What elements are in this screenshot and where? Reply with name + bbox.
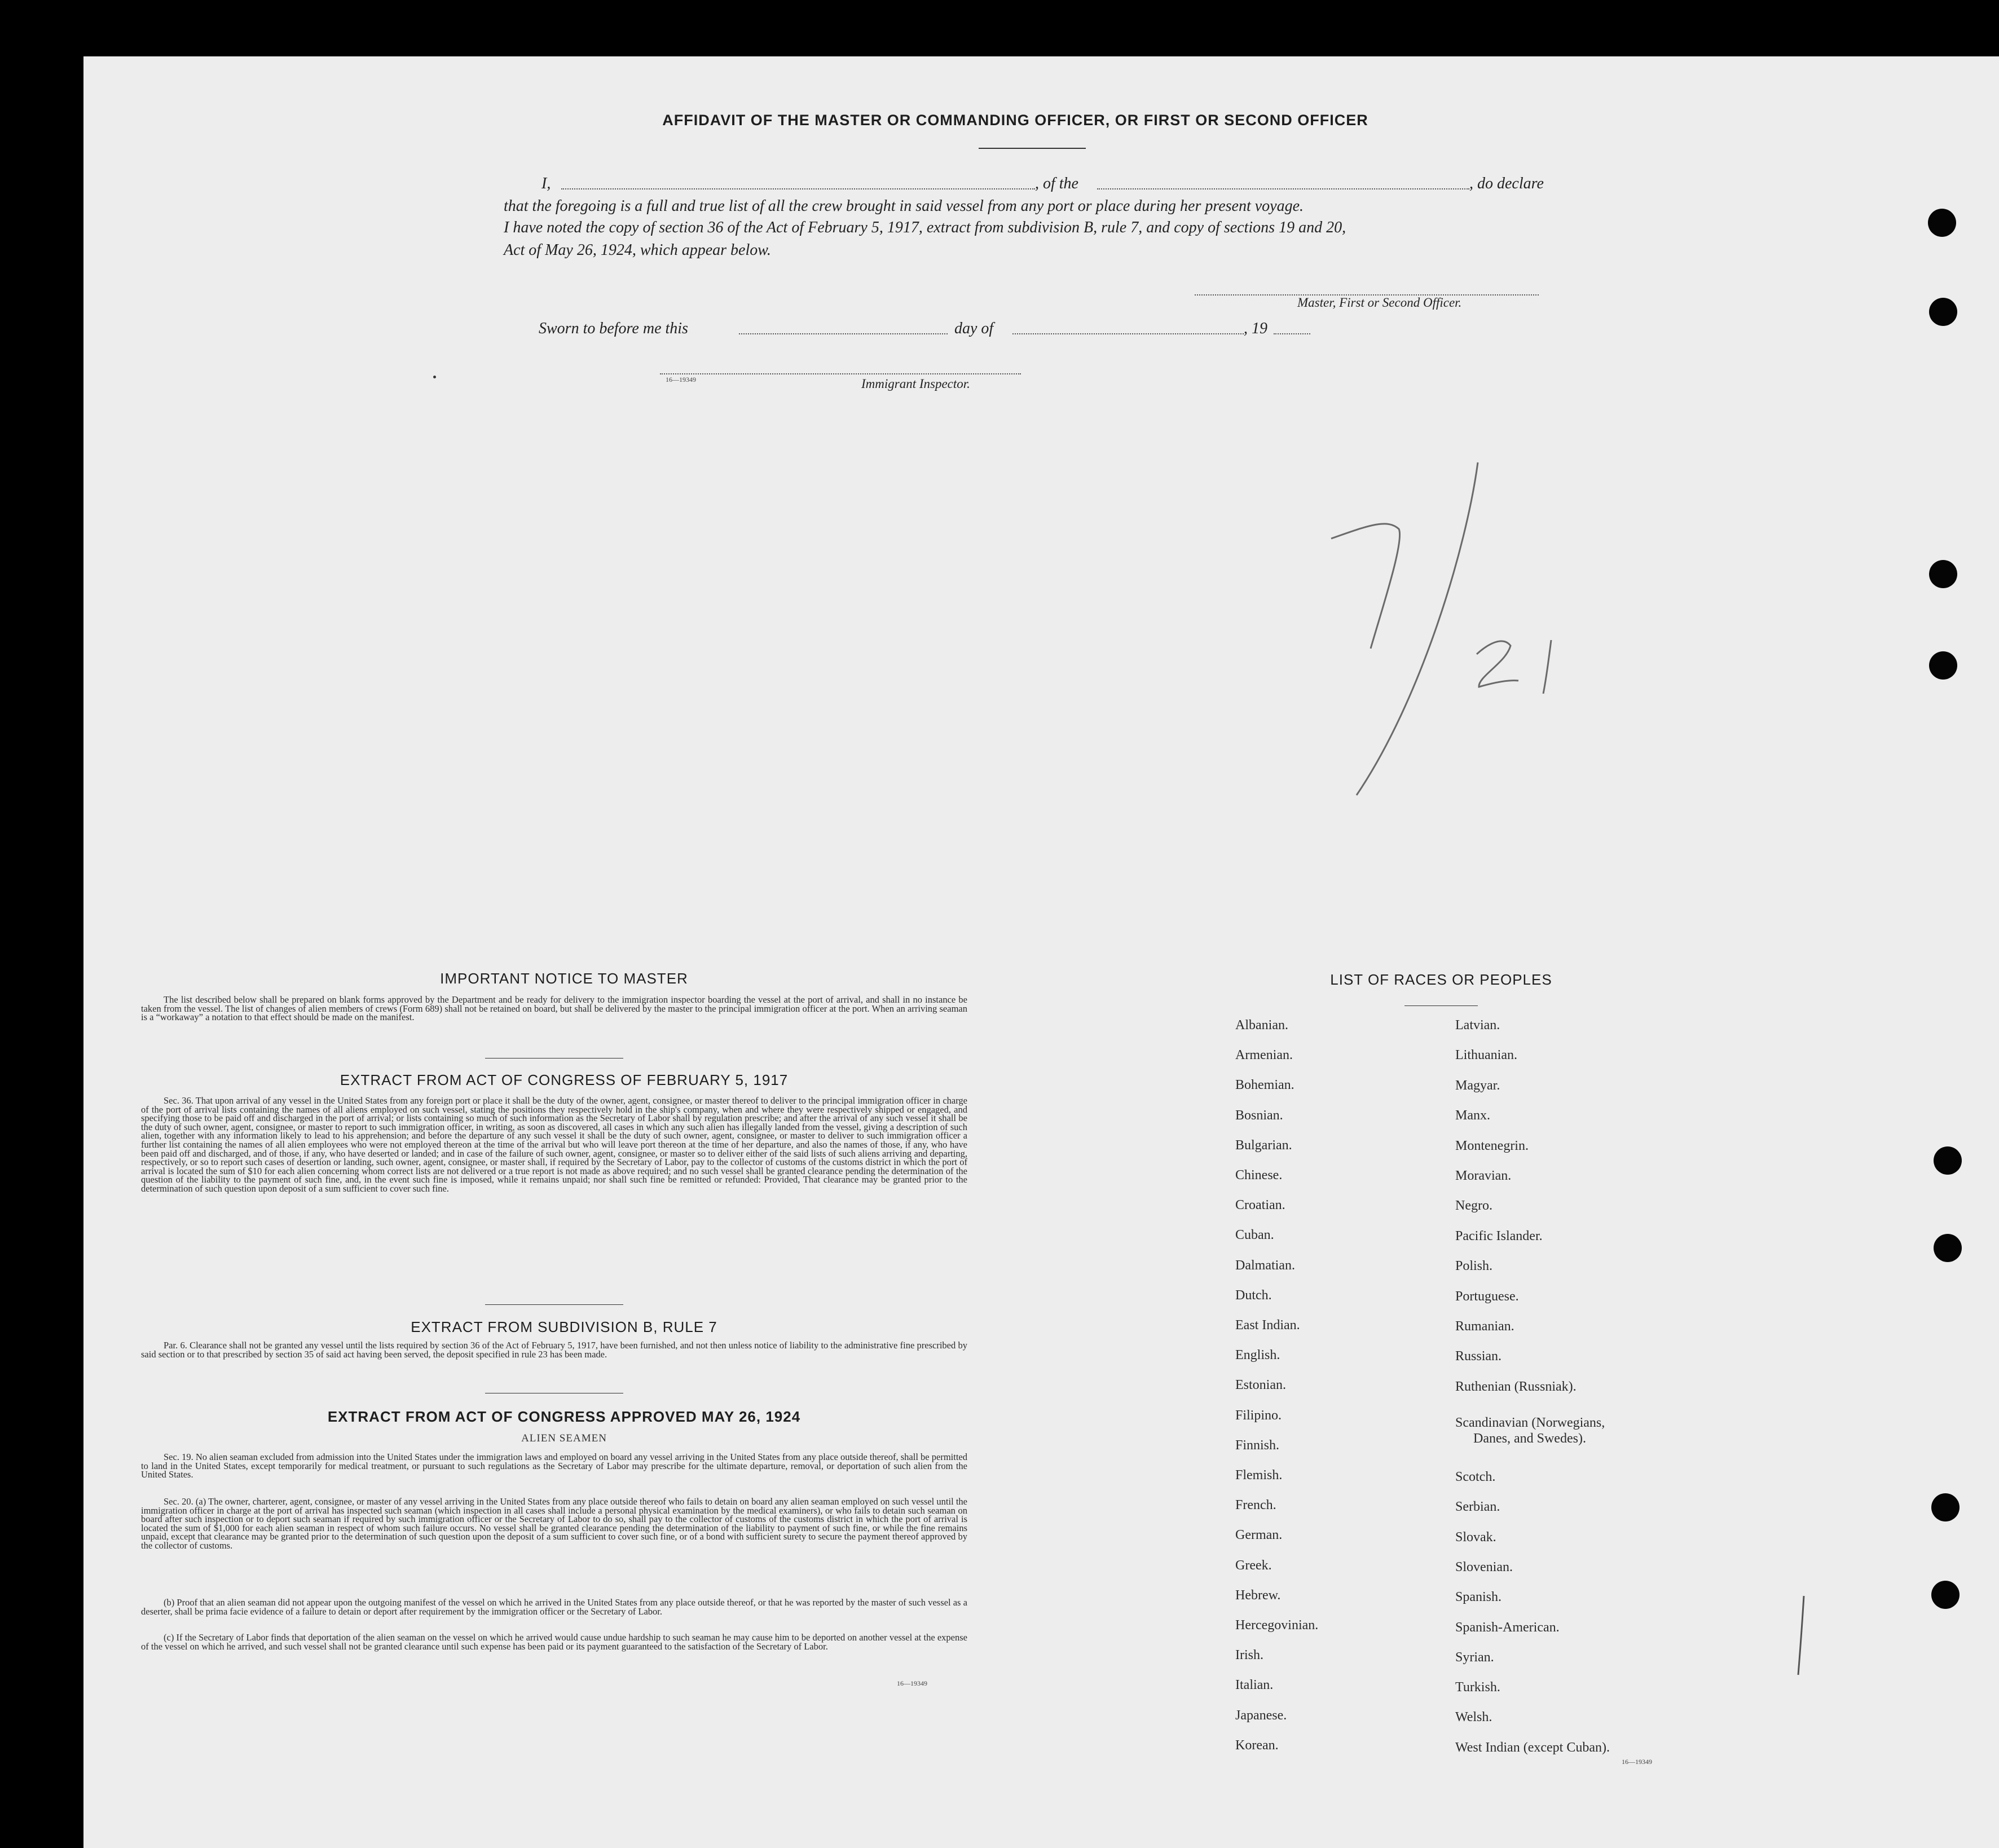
affidavit-line1-end: , do declare xyxy=(1469,175,1544,192)
race-item: Hercegovinian. xyxy=(1235,1618,1319,1633)
binder-hole xyxy=(1928,209,1956,237)
race-item: Slovak. xyxy=(1455,1529,1496,1545)
title-rule xyxy=(979,148,1086,149)
vessel-blank[interactable] xyxy=(1097,179,1469,189)
race-item: Cuban. xyxy=(1235,1228,1274,1243)
race-item: Turkish. xyxy=(1455,1680,1500,1695)
binder-hole xyxy=(1929,560,1957,588)
extract-1924-subtitle: ALIEN SEAMEN xyxy=(521,1432,607,1444)
race-item: Danes, and Swedes). xyxy=(1473,1431,1586,1446)
binder-hole xyxy=(1931,1581,1960,1609)
handwritten-date-note xyxy=(1297,457,1579,806)
affidavit-line1-start: I, xyxy=(541,175,551,192)
affidavit-line4: Act of May 26, 1924, which appear below. xyxy=(504,241,771,259)
race-item: Japanese. xyxy=(1235,1708,1287,1723)
race-item: Greek. xyxy=(1235,1558,1272,1573)
extract-1917-rule xyxy=(485,1304,623,1305)
race-item: West Indian (except Cuban). xyxy=(1455,1740,1610,1755)
binder-hole xyxy=(1929,651,1957,680)
binder-hole xyxy=(1934,1146,1962,1175)
affidavit-line2: that the foregoing is a full and true list of all the crew brought in said vessel from any port or place during her present voyage. xyxy=(504,197,1304,215)
sworn-year-label: , 19 xyxy=(1244,320,1267,337)
race-item: Negro. xyxy=(1455,1198,1492,1214)
races-rule xyxy=(1404,1005,1478,1006)
extract-1917-title: EXTRACT FROM ACT OF CONGRESS OF FEBRUARY 5, 1917 xyxy=(340,1071,789,1088)
race-item: Syrian. xyxy=(1455,1649,1494,1665)
extract-1924-sec20b: (b) Proof that an alien seaman did not appear upon the outgoing manifest of the vessel on which he arrived in the United States from any place outside thereof, or that he was reported by the master of such vessel as a deserter, shall be prima facie evidence of a failure to detain or deport after requirement by the immigration officer or the Secretary of Labor. xyxy=(141,1597,967,1617)
name-blank[interactable] xyxy=(561,179,1035,189)
inspector-blank[interactable] xyxy=(660,368,1021,374)
affidavit-line3: I have noted the copy of section 36 of the Act of February 5, 1917, extract from subdivision B, rule 7, and copy of sections 19 and 20, xyxy=(504,219,1346,236)
form-number-top: 16—19349 xyxy=(666,376,696,383)
race-item: Dalmatian. xyxy=(1235,1258,1295,1273)
race-item: Montenegrin. xyxy=(1455,1138,1529,1153)
sworn-month-blank[interactable] xyxy=(1012,324,1244,334)
race-item: Bohemian. xyxy=(1235,1078,1294,1093)
form-number-right: 16—19349 xyxy=(1622,1758,1652,1766)
race-item: Rumanian. xyxy=(1455,1319,1514,1334)
inspector-label: Immigrant Inspector. xyxy=(861,377,970,391)
race-item: Pacific Islander. xyxy=(1455,1228,1543,1243)
notice-text: The list described below shall be prepared on blank forms approved by the Department and be ready for delivery to the immigration inspector boarding the vessel at the port of arrival, and shall in no instance be taken from the vessel. The list of changes of alien members of crews (Form 689) shall not be retained on board, but shall be delivered by the master to the principal immigration officer at the port. When an arriving seaman is a “workaway” a notation to that effect should be made on the manifest. xyxy=(141,994,967,1023)
sworn-year-blank[interactable] xyxy=(1274,325,1310,334)
race-item: Spanish. xyxy=(1455,1590,1502,1605)
sworn-day-blank[interactable] xyxy=(739,324,948,334)
race-item: Moravian. xyxy=(1455,1168,1512,1183)
race-item: Portuguese. xyxy=(1455,1289,1519,1304)
race-item: Magyar. xyxy=(1455,1078,1500,1093)
binder-hole xyxy=(1929,298,1957,326)
extract-rule7-text: Par. 6. Clearance shall not be granted any vessel until the lists required by section 36 of the Act of February 5, 1917, have been furnished, and not then unless notice of liability to the administrative fine prescribed by said section or to that prescribed by section 35 of said act having been served, the deposit specified in rule 23 has been made. xyxy=(141,1340,967,1360)
race-item: Finnish. xyxy=(1235,1437,1280,1453)
race-item: Serbian. xyxy=(1455,1499,1500,1515)
affidavit-line1-mid: , of the xyxy=(1035,175,1078,192)
binder-hole xyxy=(1931,1493,1960,1521)
race-item: Russian. xyxy=(1455,1349,1502,1364)
race-item: Dutch. xyxy=(1235,1287,1272,1303)
race-item: German. xyxy=(1235,1528,1283,1543)
race-item: East Indian. xyxy=(1235,1318,1300,1333)
races-title: LIST OF RACES OR PEOPLES xyxy=(1330,971,1552,988)
extract-1917-text: Sec. 36. That upon arrival of any vessel in the United States from any foreign port or place it shall be the duty of the owner, agent, consignee, or master thereof to deliver to the principal immigration officer in charge of the port of arrival lists containing the names of all aliens employed on such vessel, stating the positions they respectively hold in the ship's company, when and where they were respectively shipped or engaged, and specifying those to be paid off and discharged in the port of arrival; or lists containing so much of such information as the Secretary of Labor shall by regulation prescribe; and after the arrival of any such vessel it shall be the duty of such owner, agent, consignee, or master to report to such immigration officer, in writing, as soon as discovered, all cases in which any such alien has illegally landed from the vessel, giving a description of such alien, together with any information likely to lead to his apprehension; and before the departure of any such vessel it shall be the duty of such owner, agent, consignee, or master to deliver to such immigration officer a further list containing the names of all alien employees who were not employed thereon at the time of the arrival but who will leave port thereon at the time of her departure, and also the names of those, if any, who have been paid off and discharged, and of those, if any, who have deserted or landed; and in case of the failure of such owner, agent, consignee, or master so to deliver either of the said lists of such aliens arriving and departing, respectively, or so to report such cases of desertion or landing, such owner, agent, consignee, or master shall, if required by the Secretary of Labor, pay to the collector of customs of the customs district in which the port of arrival is located the sum of $10 for each alien concerning whom correct lists are not delivered or a true report is not made as above required; and no such vessel shall be granted clearance pending the determination of the question of the liability to the payment of such fine, and, in the event such fine is imposed, while it remains unpaid; nor shall such fine be remitted or refunded: Provided, That clearance may be granted prior to the determination of such question upon deposit of a sum sufficient to cover such fine. xyxy=(141,1095,967,1194)
race-item: Welsh. xyxy=(1455,1710,1492,1725)
race-item: Flemish. xyxy=(1235,1468,1283,1483)
signature-label: Master, First or Second Officer. xyxy=(1297,295,1462,310)
race-item: Albanian. xyxy=(1235,1018,1288,1033)
race-item: Scotch. xyxy=(1455,1470,1496,1484)
race-item: Croatian. xyxy=(1235,1198,1285,1213)
extract-rule7-title: EXTRACT FROM SUBDIVISION B, RULE 7 xyxy=(411,1318,717,1335)
extract-1924-sec20a: Sec. 20. (a) The owner, charterer, agent, consignee, or master of any vessel arriving in the United States from any place outside thereof who fails to detain on board any alien seaman employed on such vessel until the immigration officer in charge at the port of arrival has inspected such seaman (which inspection in all cases shall include a personal physical examination by the medical examiners), or who fails to detain such seaman on board after such inspection or to deport such seaman if required by such immigration officer or the Secretary of Labor to do so, shall pay to the collector of customs of the customs district in which the port of arrival is located the sum of $1,000 for each alien seaman in respect of whom such failure occurs. No vessel shall be granted clearance pending the determination of the liability to payment of such fine, or while the fine remains unpaid, except that clearance may be granted prior to the determination of such question upon the deposit of a sum sufficient to cover such fine, or of a bond with sufficient surety to secure the payment thereof approved by the collector of customs. xyxy=(141,1496,967,1551)
race-item: French. xyxy=(1235,1498,1276,1513)
race-item: Lithuanian. xyxy=(1455,1048,1517,1063)
race-item: Manx. xyxy=(1455,1108,1490,1123)
race-item: Irish. xyxy=(1235,1648,1263,1663)
race-item: Bosnian. xyxy=(1235,1108,1283,1123)
handwritten-mark xyxy=(1788,1590,1811,1681)
race-item: Chinese. xyxy=(1235,1168,1283,1183)
affidavit-title: AFFIDAVIT OF THE MASTER OR COMMANDING OFFICER, OR FIRST OR SECOND OFFICER xyxy=(662,112,1368,129)
sworn-day-label: day of xyxy=(954,320,994,337)
extract-1924-title: EXTRACT FROM ACT OF CONGRESS APPROVED MAY 26, 1924 xyxy=(327,1408,801,1425)
stray-dot xyxy=(433,376,436,378)
extract-1924-sec19: Sec. 19. No alien seaman excluded from admission into the United States under the immigration laws and employed on board any vessel arriving in the United States from any place outside thereof, shall be permitted to land in the United States, except temporarily for medical treatment, or pursuant to such regulations as the Secretary of Labor may prescribe for the ultimate departure, removal, or deportation of such alien from the United States. xyxy=(141,1452,967,1480)
race-item: Bulgarian. xyxy=(1235,1137,1292,1153)
race-item: Filipino. xyxy=(1235,1408,1282,1423)
form-number-left: 16—19349 xyxy=(897,1679,927,1687)
extract-1924-sec20c: (c) If the Secretary of Labor finds that deportation of the alien seaman on the vessel on which he arrived would cause undue hardship to such seaman he may cause him to be deported on another vessel at the expense of the vessel on which he arrived, and such vessel shall not be granted clearance until such expense has been paid or its payment guaranteed to the satisfaction of the Secretary of Labor. xyxy=(141,1632,967,1652)
race-item: Latvian. xyxy=(1455,1018,1500,1033)
race-item: Polish. xyxy=(1455,1259,1493,1274)
race-item: Hebrew. xyxy=(1235,1587,1281,1603)
race-item: Estonian. xyxy=(1235,1378,1286,1393)
race-item: Slovenian. xyxy=(1455,1559,1513,1574)
race-item: Armenian. xyxy=(1235,1048,1293,1063)
race-item: English. xyxy=(1235,1348,1280,1363)
signature-blank[interactable] xyxy=(1195,286,1539,295)
race-item: Ruthenian (Russniak). xyxy=(1455,1379,1577,1394)
sworn-start: Sworn to before me this xyxy=(539,320,688,337)
binder-hole xyxy=(1934,1234,1962,1262)
notice-title: IMPORTANT NOTICE TO MASTER xyxy=(440,970,688,987)
race-item: Korean. xyxy=(1235,1737,1279,1753)
race-item: Italian. xyxy=(1235,1678,1274,1693)
race-item: Scandinavian (Norwegians, xyxy=(1455,1415,1605,1430)
race-item: Spanish-American. xyxy=(1455,1620,1560,1635)
